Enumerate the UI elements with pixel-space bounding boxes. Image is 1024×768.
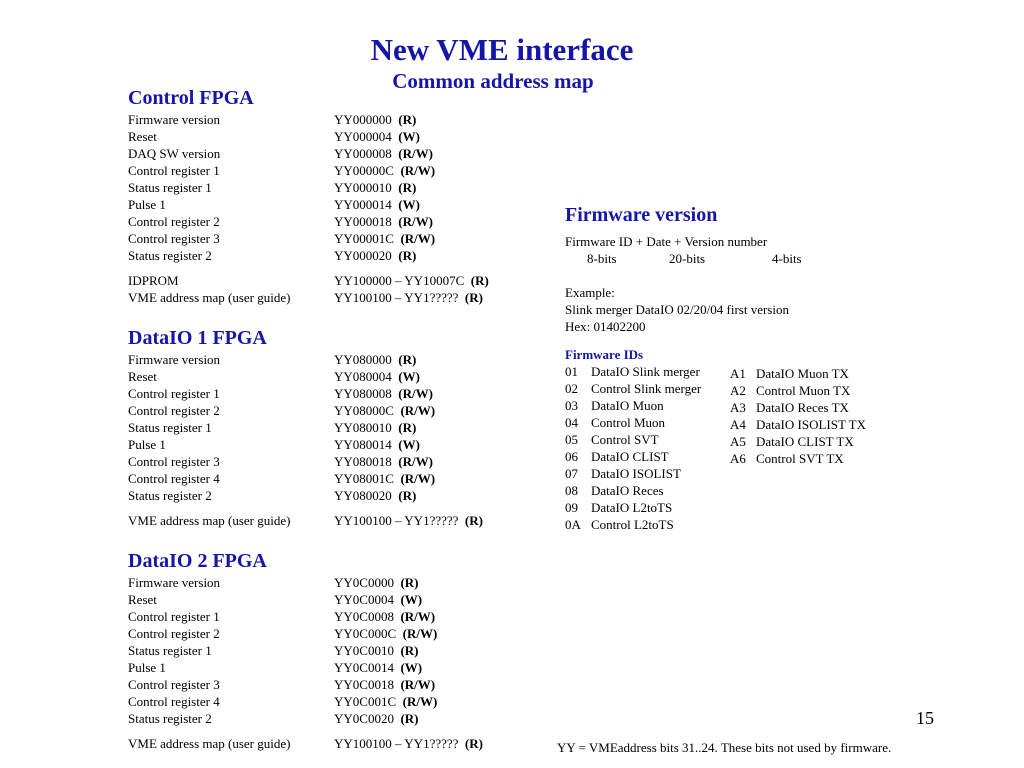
access-mode: (R) bbox=[464, 513, 483, 528]
register-label: Status register 2 bbox=[128, 711, 212, 726]
section-title: Control FPGA bbox=[128, 87, 254, 109]
firmware-id-name: DataIO ISOLIST bbox=[591, 466, 681, 481]
address-value: YY00001C bbox=[334, 231, 394, 246]
address-value: YY0C000C bbox=[334, 626, 397, 641]
register-address bbox=[334, 230, 435, 247]
access-mode: (R) bbox=[400, 643, 419, 658]
register-label: Pulse 1 bbox=[128, 660, 166, 675]
access-mode: (W) bbox=[400, 660, 423, 675]
register-address bbox=[334, 436, 420, 453]
example-label: Example: bbox=[565, 285, 615, 300]
address-value: YY0C0010 bbox=[334, 643, 394, 658]
register-address bbox=[334, 512, 483, 529]
access-mode: (R) bbox=[398, 488, 417, 503]
firmware-id-name: DataIO L2toTS bbox=[591, 500, 673, 515]
address-value: YY080018 bbox=[334, 454, 392, 469]
register-address bbox=[334, 402, 435, 419]
access-mode: (R/W) bbox=[398, 454, 433, 469]
register-label: Status register 2 bbox=[128, 488, 212, 503]
address-value: YY000004 bbox=[334, 129, 392, 144]
register-label: Status register 1 bbox=[128, 180, 212, 195]
register-label: Control register 3 bbox=[128, 454, 220, 469]
bits-date: 20-bits bbox=[669, 251, 706, 266]
access-mode: (R/W) bbox=[398, 146, 433, 161]
firmware-id-name: DataIO Reces bbox=[591, 483, 664, 498]
register-label: Control register 3 bbox=[128, 231, 220, 246]
firmware-id-code: 02 bbox=[565, 381, 578, 396]
firmware-id-code: 06 bbox=[565, 449, 578, 464]
register-label: Control register 4 bbox=[128, 694, 220, 709]
register-address bbox=[334, 453, 433, 470]
firmware-id-code: A6 bbox=[730, 451, 746, 466]
register-address bbox=[334, 247, 416, 264]
address-value: YY100000 – YY10007C bbox=[334, 273, 465, 288]
firmware-id-code: 0A bbox=[565, 517, 581, 532]
address-value: YY080020 bbox=[334, 488, 392, 503]
register-label: Firmware version bbox=[128, 352, 221, 367]
address-value: YY000020 bbox=[334, 248, 392, 263]
register-label: VME address map (user guide) bbox=[128, 290, 291, 305]
address-value: YY0C0020 bbox=[334, 711, 394, 726]
register-label: Firmware version bbox=[128, 112, 221, 127]
address-value: YY0C0018 bbox=[334, 677, 394, 692]
firmware-id-name: Control Muon TX bbox=[756, 383, 851, 398]
access-mode: (R) bbox=[398, 420, 417, 435]
firmware-id-code: A1 bbox=[730, 366, 746, 381]
register-address bbox=[334, 659, 422, 676]
page-title: New VME interface bbox=[370, 32, 634, 67]
register-label: Control register 4 bbox=[128, 471, 220, 486]
firmware-id-name: DataIO Reces TX bbox=[756, 400, 849, 415]
access-mode: (R) bbox=[400, 711, 419, 726]
register-address bbox=[334, 419, 416, 436]
register-label: Reset bbox=[128, 369, 157, 384]
address-value: YY000000 bbox=[334, 112, 392, 127]
access-mode: (R/W) bbox=[400, 471, 436, 486]
example-text: Slink merger DataIO 02/20/04 first version bbox=[565, 302, 789, 317]
firmware-id-name: Control Muon bbox=[591, 415, 666, 430]
address-value: YY0C0008 bbox=[334, 609, 394, 624]
access-mode: (W) bbox=[398, 437, 420, 452]
access-mode: (R/W) bbox=[400, 231, 436, 246]
register-label: VME address map (user guide) bbox=[128, 736, 291, 751]
firmware-version-title: Firmware version bbox=[565, 204, 718, 226]
firmware-id-name: DataIO CLIST bbox=[591, 449, 669, 464]
register-address bbox=[334, 272, 489, 289]
register-address bbox=[334, 470, 435, 487]
access-mode: (R) bbox=[464, 736, 483, 751]
firmware-id-name: Control SVT bbox=[591, 432, 659, 447]
firmware-id-name: Control L2toTS bbox=[591, 517, 674, 532]
access-mode: (R) bbox=[398, 352, 417, 367]
register-label: Control register 1 bbox=[128, 609, 220, 624]
register-address bbox=[334, 676, 435, 693]
access-mode: (W) bbox=[398, 129, 420, 144]
access-mode: (R/W) bbox=[398, 214, 433, 229]
firmware-id-name: DataIO ISOLIST TX bbox=[756, 417, 867, 432]
firmware-id-code: A2 bbox=[730, 383, 746, 398]
firmware-id-name: Control Slink merger bbox=[591, 381, 702, 396]
address-value: YY08000C bbox=[334, 403, 394, 418]
address-value: YY08001C bbox=[334, 471, 394, 486]
register-address bbox=[334, 179, 416, 196]
address-value: YY100100 – YY1????? bbox=[334, 736, 459, 751]
firmware-id-code: 07 bbox=[565, 466, 578, 481]
firmware-id-code: 03 bbox=[565, 398, 578, 413]
footnote: YY = VMEaddress bits 31..24. These bits not used by firmware. bbox=[557, 740, 892, 755]
register-label: IDPROM bbox=[128, 273, 179, 288]
register-address bbox=[334, 625, 437, 642]
firmware-id-name: DataIO Muon TX bbox=[756, 366, 849, 381]
register-address bbox=[334, 128, 420, 145]
address-value: YY100100 – YY1????? bbox=[334, 513, 459, 528]
address-value: YY080010 bbox=[334, 420, 392, 435]
firmware-id-code: A5 bbox=[730, 434, 746, 449]
address-value: YY100100 – YY1????? bbox=[334, 290, 459, 305]
register-address bbox=[334, 289, 483, 306]
address-value: YY000014 bbox=[334, 197, 392, 212]
firmware-id-code: 01 bbox=[565, 364, 578, 379]
example-hex: Hex: 01402200 bbox=[565, 319, 646, 334]
access-mode: (R/W) bbox=[402, 694, 438, 709]
address-value: YY00000C bbox=[334, 163, 394, 178]
register-address bbox=[334, 608, 435, 625]
address-value: YY0C0004 bbox=[334, 592, 394, 607]
access-mode: (R/W) bbox=[400, 403, 436, 418]
access-mode: (R/W) bbox=[400, 677, 436, 692]
address-value: YY080004 bbox=[334, 369, 392, 384]
bits-version: 4-bits bbox=[772, 251, 802, 266]
access-mode: (R) bbox=[398, 248, 417, 263]
register-address bbox=[334, 351, 416, 368]
firmware-id-code: 04 bbox=[565, 415, 578, 430]
address-value: YY000018 bbox=[334, 214, 392, 229]
register-address bbox=[334, 735, 483, 752]
register-label: Status register 2 bbox=[128, 248, 212, 263]
firmware-id-code: A4 bbox=[730, 417, 746, 432]
register-address bbox=[334, 368, 420, 385]
register-label: Control register 2 bbox=[128, 626, 220, 641]
register-label: Pulse 1 bbox=[128, 437, 166, 452]
access-mode: (R/W) bbox=[400, 609, 436, 624]
address-value: YY000008 bbox=[334, 146, 392, 161]
access-mode: (W) bbox=[398, 197, 420, 212]
firmware-id-name: DataIO Muon bbox=[591, 398, 664, 413]
address-value: YY0C0014 bbox=[334, 660, 394, 675]
page-number: 15 bbox=[916, 708, 934, 728]
access-mode: (R) bbox=[470, 273, 489, 288]
register-address bbox=[334, 196, 420, 213]
firmware-id-name: DataIO Slink merger bbox=[591, 364, 700, 379]
register-label: Status register 1 bbox=[128, 643, 212, 658]
address-value: YY000010 bbox=[334, 180, 392, 195]
firmware-id-name: Control SVT TX bbox=[756, 451, 844, 466]
firmware-id-code: 09 bbox=[565, 500, 578, 515]
register-label: VME address map (user guide) bbox=[128, 513, 291, 528]
bits-id: 8-bits bbox=[587, 251, 617, 266]
firmware-ids-title: Firmware IDs bbox=[565, 347, 644, 362]
register-label: DAQ SW version bbox=[128, 146, 221, 161]
address-value: YY080014 bbox=[334, 437, 392, 452]
page-subtitle: Common address map bbox=[392, 69, 594, 93]
register-label: Control register 2 bbox=[128, 403, 220, 418]
address-value: YY0C001C bbox=[334, 694, 397, 709]
register-address bbox=[334, 642, 419, 659]
firmware-id-name: DataIO CLIST TX bbox=[756, 434, 854, 449]
register-address bbox=[334, 710, 419, 727]
firmware-id-code: 05 bbox=[565, 432, 578, 447]
register-address bbox=[334, 574, 419, 591]
register-address bbox=[334, 213, 433, 230]
register-address bbox=[334, 591, 422, 608]
address-value: YY080008 bbox=[334, 386, 392, 401]
register-label: Control register 2 bbox=[128, 214, 220, 229]
register-label: Status register 1 bbox=[128, 420, 212, 435]
register-address bbox=[334, 145, 433, 162]
address-value: YY080000 bbox=[334, 352, 392, 367]
access-mode: (R/W) bbox=[400, 163, 436, 178]
register-label: Firmware version bbox=[128, 575, 221, 590]
firmware-id-code: 08 bbox=[565, 483, 578, 498]
register-address bbox=[334, 487, 416, 504]
access-mode: (R) bbox=[398, 180, 417, 195]
register-label: Pulse 1 bbox=[128, 197, 166, 212]
access-mode: (R) bbox=[400, 575, 419, 590]
register-label: Reset bbox=[128, 592, 157, 607]
access-mode: (R/W) bbox=[398, 386, 433, 401]
section-title: DataIO 1 FPGA bbox=[128, 327, 267, 349]
register-label: Control register 3 bbox=[128, 677, 220, 692]
register-address bbox=[334, 385, 433, 402]
register-address bbox=[334, 111, 416, 128]
address-value: YY0C0000 bbox=[334, 575, 394, 590]
access-mode: (R) bbox=[398, 112, 417, 127]
firmware-id-code: A3 bbox=[730, 400, 746, 415]
firmware-format-line: Firmware ID + Date + Version number bbox=[565, 234, 768, 249]
register-label: Control register 1 bbox=[128, 386, 220, 401]
access-mode: (R) bbox=[464, 290, 483, 305]
section-title: DataIO 2 FPGA bbox=[128, 550, 267, 572]
register-label: Control register 1 bbox=[128, 163, 220, 178]
access-mode: (W) bbox=[400, 592, 423, 607]
register-label: Reset bbox=[128, 129, 157, 144]
register-address bbox=[334, 162, 435, 179]
access-mode: (W) bbox=[398, 369, 420, 384]
access-mode: (R/W) bbox=[402, 626, 438, 641]
register-address bbox=[334, 693, 437, 710]
